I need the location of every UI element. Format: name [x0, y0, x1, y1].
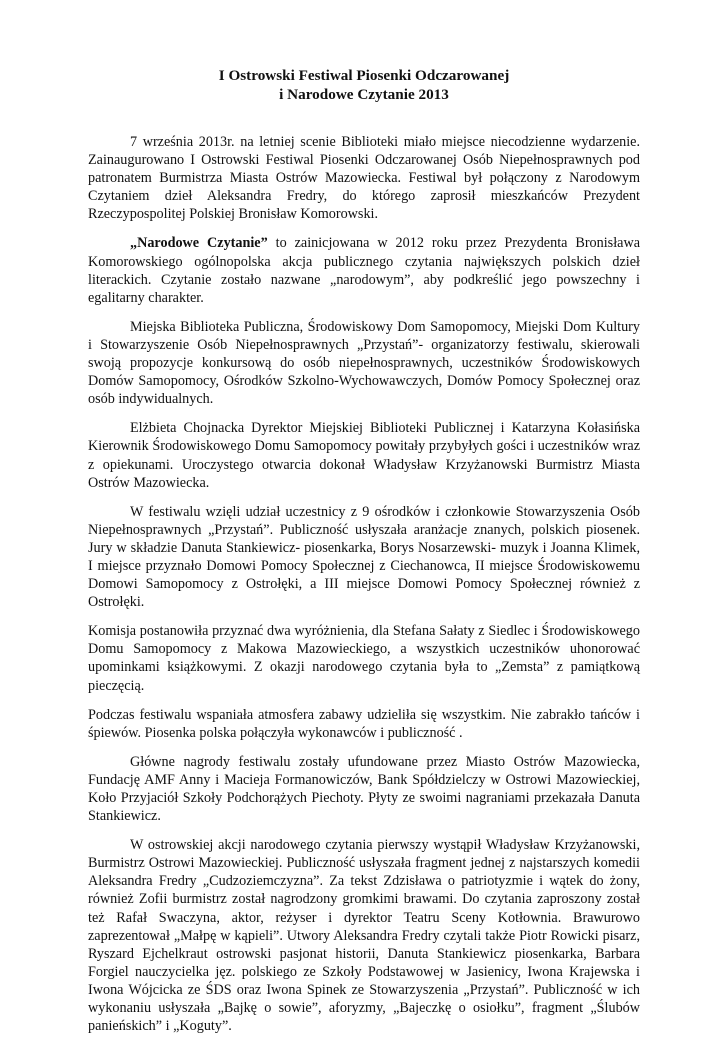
paragraph-results: W festiwalu wzięli udział uczestnicy z 9 ośrodków i członkowie Stowarzyszenia Osób Niepełnosprawnych „Przystań”. Publiczność usłyszała aranżacje znanych, polskich piosenek. Jury w składzie Danuta Stankiewicz- piosenkarka, Borys Nosarzewski- muzyk i Joanna Klimek, I miejsce przyznało Domowi Pomocy Społecznej z Ciechanowca, II miejsce Środowiskowemu Domowi Samopomocy z Ostrołęki, a III miejsce Domowi Pomocy Społecznej również z Ostrołęki. — [88, 503, 640, 611]
paragraph-narodowe-czytanie — [88, 234, 640, 306]
title-line-2: i Narodowe Czytanie 2013 — [279, 86, 449, 103]
document-page — [88, 66, 640, 1046]
paragraph-opening: Elżbieta Chojnacka Dyrektor Miejskiej Biblioteki Publicznej i Katarzyna Kołasińska Kierownik Środowiskowego Domu Samopomocy powitały przybyłych gości i uczestników wraz z opiekunami. Uroczystego otwarcia dokonał Władysław Krzyżanowski Burmistrz Miasta Ostrów Mazowiecka. — [88, 420, 640, 491]
paragraph-sponsors: Główne nagrody festiwalu zostały ufundowane przez Miasto Ostrów Mazowiecka, Fundację AMF Anny i Macieja Formanowiczów, Bank Spółdzielczy w Ostrowi Mazowieckiej, Koło Przyjaciół Szkoły Podchorążych Piechoty. Płyty ze swoimi nagraniami przekazała Danuta Stankiewicz. — [88, 753, 640, 825]
paragraph-organizers: Miejska Biblioteka Publiczna, Środowiskowy Dom Samopomocy, Miejski Dom Kultury i Stowarzyszenie Osób Niepełnosprawnych „Przystań”- organizatorzy festiwalu, skierowali swoją propozycje konkursową do osób niepełnosprawnych, uczestników Środowiskowych Domów Samopomocy, Ośrodków Szkolno-Wychowawczych, Domów Pomocy Społecznej oraz osób indywidualnych. — [88, 318, 640, 408]
title-line-1: I Ostrowski Festiwal Piosenki Odczarowanej — [218, 67, 510, 84]
narodowe-czytanie-text: to zainicjowana w 2012 roku przez Prezydenta Bronisława Komorowskiego ogólnopolska akcja publicznego czytania największych polskich dzieł literackich. Czytanie zostało nazwane „narodowym”, aby podkreślić jego powszechny i egalitarny charakter. — [88, 235, 640, 306]
document-title — [88, 66, 640, 104]
paragraph-atmosphere: Podczas festiwalu wspaniała atmosfera zabawy udzieliła się wszystkim. Nie zabrakło tańców i śpiewów. Piosenka polska połączyła wykonawców i publiczność . — [88, 706, 640, 741]
paragraph-intro: 7 września 2013r. na letniej scenie Biblioteki miało miejsce niecodzienne wydarzenie. Zainaugurowano I Ostrowski Festiwal Piosenki Odczarowanej Osób Niepełnosprawnych pod patronatem Burmistrza Miasta Ostrów Mazowiecka. Festiwal był połączony z Narodowym Czytaniem dzieł Aleksandra Fredry, do którego zaprosił mieszkańców Prezydent Rzeczypospolitej Polskiej Bronisław Komorowski. — [88, 134, 640, 223]
paragraph-awards: Komisja postanowiła przyznać dwa wyróżnienia, dla Stefana Sałaty z Siedlec i Środowiskowego Domu Samopomocy z Makowa Mazowieckiego, a wszystkich uczestników uhonorować upominkami książkowymi. Z okazji narodowego czytania była to „Zemsta” z pamiątkową pieczęcią. — [88, 623, 640, 694]
narodowe-czytanie-heading: „Narodowe Czytanie” — [130, 235, 268, 252]
paragraph-reading: W ostrowskiej akcji narodowego czytania pierwszy wystąpił Władysław Krzyżanowski, Burmistrz Ostrowi Mazowieckiej. Publiczność usłyszała fragment jednej z najstarszych komedii Aleksandra Fredry „Cudzoziemczyzna”. Za tekst Zdzisława o patriotyzmie i wątek do żony, również Zofii burmistrz został nagrodzony gromkimi brawami. Do czytania zaproszony został też Rafał Swaczyna, aktor, reżyser i dyrektor Teatru Sceny Kotłownia. Brawurowo zaprezentował „Małpę w kąpieli”. Utwory Aleksandra Fredry czytali także Piotr Rowicki pisarz, Ryszard Ejchelkraut ostrowski pasjonat historii, Danuta Stankiewicz piosenkarka, Barbara Forgiel nauczycielka jęz. polskiego ze Szkoły Podstawowej w Jasienicy, Iwona Krajewska i Iwona Wójcicka ze ŚDS oraz Iwona Spinek ze Stowarzyszenia „Przystań”. Publiczność w ich wykonaniu usłyszała „Bajkę o sowie”, aforyzmy, „Bajeczkę o osiołku”, fragment „Ślubów panieńskich” i „Koguty”. — [88, 837, 640, 1035]
